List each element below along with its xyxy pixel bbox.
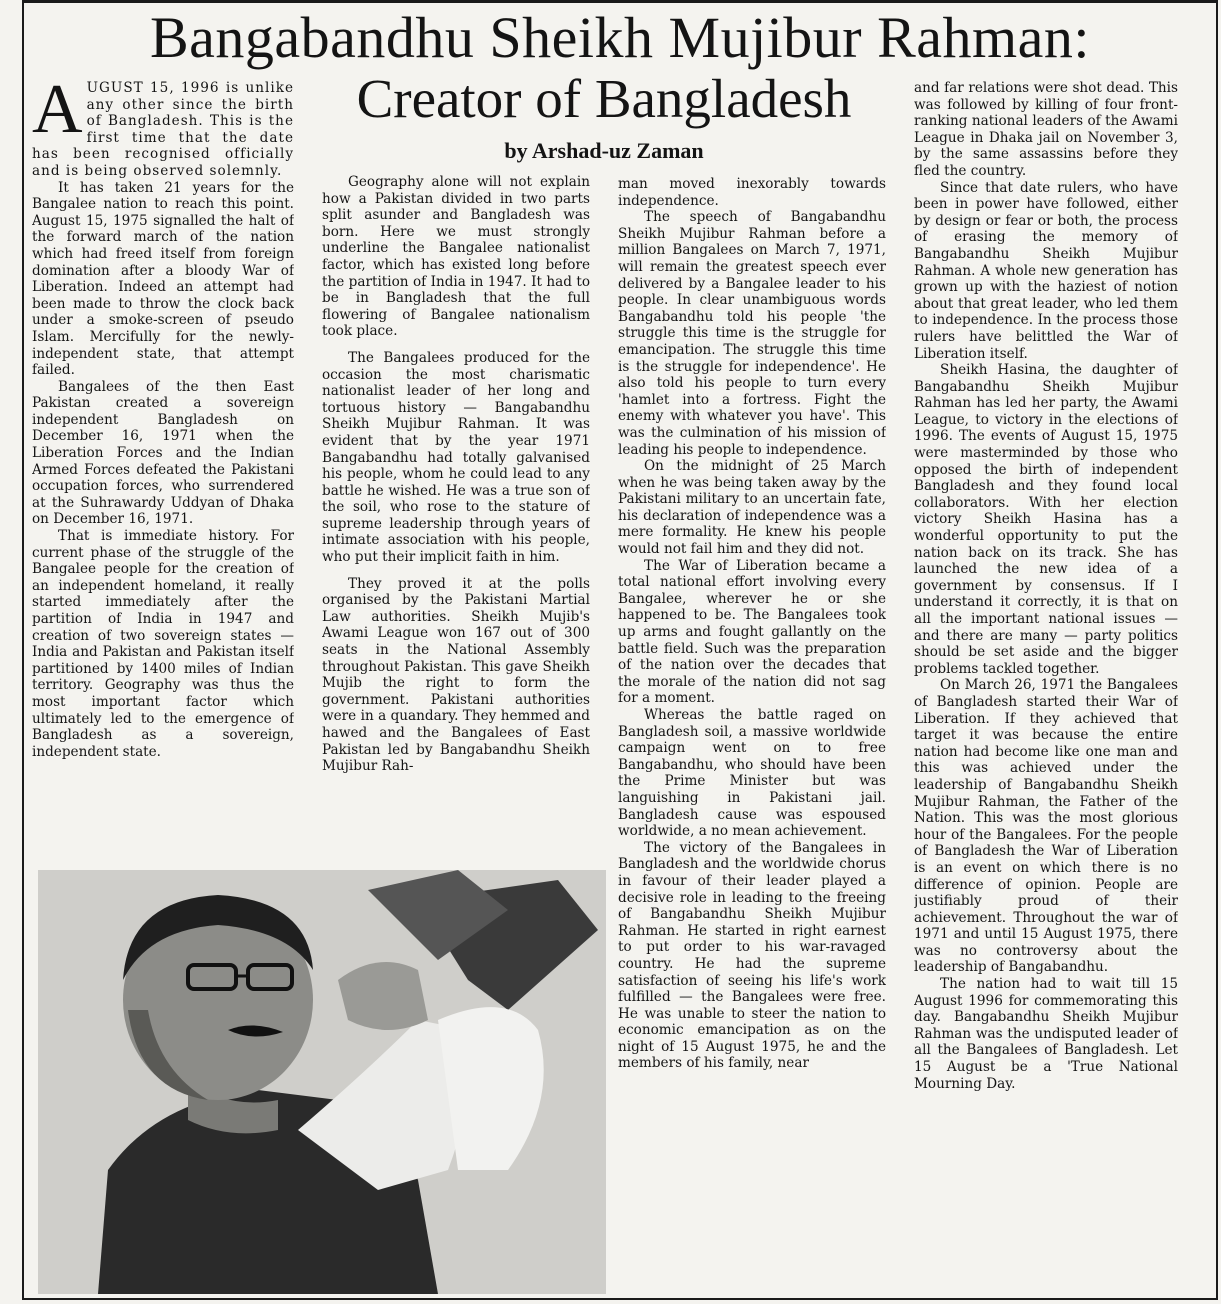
article-column-4 [914,80,1178,1296]
lead-paragraph [32,80,294,180]
paragraph: and far relations were shot dead. This was followed by killing of four front-ranking national leaders of the Awami League in Dhaka jail on November 3, by the same assassins before they fled the country. [914,80,1178,179]
paragraph: Whereas the battle raged on Bangladesh soil, a massive worldwide campaign went on to free Bangabandhu, who should have been the Prime Minister but was languishing in Pakistani jail. Bangladesh cause was espoused worldwide, a no mean achievement. [618,707,886,840]
paragraph: On the midnight of 25 March when he was being taken away by the Pakistani military to an uncertain fate, his declaration of independence was a mere formality. He knew his people would not fail him and they did not. [618,458,886,558]
paragraph: Since that date rulers, who have been in power have followed, either by design or fear or both, the process of erasing the memory of Bangabandhu Sheikh Mujibur Rahman. A whole new generation has grown up with the haziest of notion about that great leader, who led them to independence. In the process those rulers have belittled the War of Liberation itself. [914,179,1178,362]
paragraph: The speech of Bangabandhu Sheikh Mujibur Rahman before a million Bangalees on March 7, 1971, will remain the greatest speech ever delivered by a Bangalee leader to his people. In clear unambiguous words Bangabandhu told his people 'the struggle this time is the struggle for emancipation. The struggle this time is the struggle for independence'. He also told his people to turn every 'hamlet into a fortress. Fight the enemy with whatever you have'. This was the culmination of his mission of leading his people to independence. [618,209,886,458]
paragraph: The War of Liberation became a total national effort involving every Bangalee, wherever he or she happened to be. The Bangalees took up arms and fought gallantly on the battle field. Such was the preparation of the nation over the decades that the morale of the nation did not sag for a moment. [618,557,886,707]
byline: by Arshad-uz Zaman [504,138,704,163]
paragraph: The Bangalees produced for the occasion the most charismatic nationalist leader of her long and tortuous history — Bangabandhu Sheikh Mujibur Rahman. It was evident that by the year 1971 Bangabandhu had totally galvanised his people, whom he could lead to any battle he wished. He was a true son of the soil, who rose to the stature of supreme leadership through years of intimate association with his people, who put their implicit faith in him. [322,349,590,566]
portrait-photo [38,870,606,1294]
page-border-left [22,0,24,1300]
paragraph: They proved it at the polls organised by the Pakistani Martial Law authorities. Sheikh Mujib's Awami League won 167 out of 300 seats in the National Assembly throughout Pakistan. This gave Sheikh Mujib the right to form the government. Pakistani authorities were in a quandary. They hemmed and hawed and the Bangalees of East Pakistan led by Bangabandhu Sheikh Mujibur Rah- [322,575,590,775]
headline-line-1: Bangabandhu Sheikh Mujibur Rahman: [149,5,1091,70]
paragraph: The nation had to wait till 15 August 1996 for commemorating this day. Bangabandhu Sheikh Mujibur Rahman was the undisputed leader of all the Bangalees of Bangladesh. Let 15 August be a 'True National Mourning Day. [914,976,1178,1092]
paragraph: Sheikh Hasina, the daughter of Bangabandhu Sheikh Mujibur Rahman has led her party, the Awami League, to victory in the elections of 1996. The events of August 15, 1975 were masterminded by those who opposed the birth of independent Bangladesh and they found local collaborators. With her election victory Sheikh Hasina has a wonderful opportunity to put the nation back on its track. She has launched the new idea of a government by consensus. If I understand it correctly, it is that on all the important national issues — and there are many — party politics should be set aside and the bigger problems tackled together. [914,362,1178,677]
paragraph: It has taken 21 years for the Bangalee nation to reach this point. August 15, 1975 signalled the halt of the forward march of the nation which had freed itself from foreign domination after a bloody War of Liberation. Indeed an attempt had been made to throw the clock back under a smoke-screen of pseudo Islam. Mercifully for the newly-independent state, that attempt failed. [32,179,294,379]
article-column-2 [322,174,590,864]
page-border-top [22,0,1218,3]
paragraph: Bangalees of the then East Pakistan created a sovereign independent Bangladesh on December 16, 1971 when the Liberation Forces and the Indian Armed Forces defeated the Pakistani occupation forces, who surrendered at the Suhrawardy Uddyan of Dhaka on December 16, 1971. [32,378,294,528]
paragraph: That is immediate history. For current phase of the struggle of the Bangalee people for the creation of an independent homeland, it really started immediately after the partition of India in 1947 and creation of two sovereign states — India and Pakistan and Pakistan itself partitioned by 1400 miles of Indian territory. Geography was thus the most important factor which ultimately led to the emergence of Bangladesh as a sovereign, independent state. [32,528,294,760]
paragraph: On March 26, 1971 the Bangalees of Bangladesh started their War of Liberation. If they achieved that target it was because the entire nation had become like one man and this was achieved under the leadership of Bangabandhu Sheikh Mujibur Rahman, the Father of the Nation. This was the most glorious hour of the Bangalees. For the people of Bangladesh the War of Liberation is an event on which there is no difference of opinion. People are justifiably proud of their achievement. Throughout the war of 1971 and until 15 August 1975, there was no controversy about the leadership of Bangabandhu. [914,677,1178,976]
lead-text: UGUST 15, 1996 is unlike any other since the birth of Bangladesh. This is the first time that the date has been recognised officially and is being observed solemnly. [32,80,294,179]
paragraph: man moved inexorably towards independence. [618,176,886,209]
headline-line-2: Creator of Bangladesh [356,68,852,129]
article-column-1 [32,80,294,860]
drop-cap: A [32,80,83,148]
article-column-3 [618,176,886,1296]
portrait-illustration [38,870,606,1294]
page-border-bottom [22,1298,1218,1300]
paragraph: Geography alone will not explain how a Pakistan divided in two parts split asunder and Bangladesh was born. Here we must strongly underline the Bangalee nationalist factor, which has existed long before the partition of India in 1947. It had to be in Bangladesh that the full flowering of Bangalee nationalism took place. [322,174,590,340]
paragraph: The victory of the Bangalees in Bangladesh and the worldwide chorus in favour of their leader played a decisive role in leading to the freeing of Bangabandhu Sheikh Mujibur Rahman. He started in right earnest to put order to his war-ravaged country. He had the supreme satisfaction of seeing his life's work fulfilled — the Bangalees were free. He was unable to steer the nation to economic emancipation as on the night of 15 August 1975, he and the members of his family, near [618,839,886,1072]
page-border-right [1216,0,1218,1300]
